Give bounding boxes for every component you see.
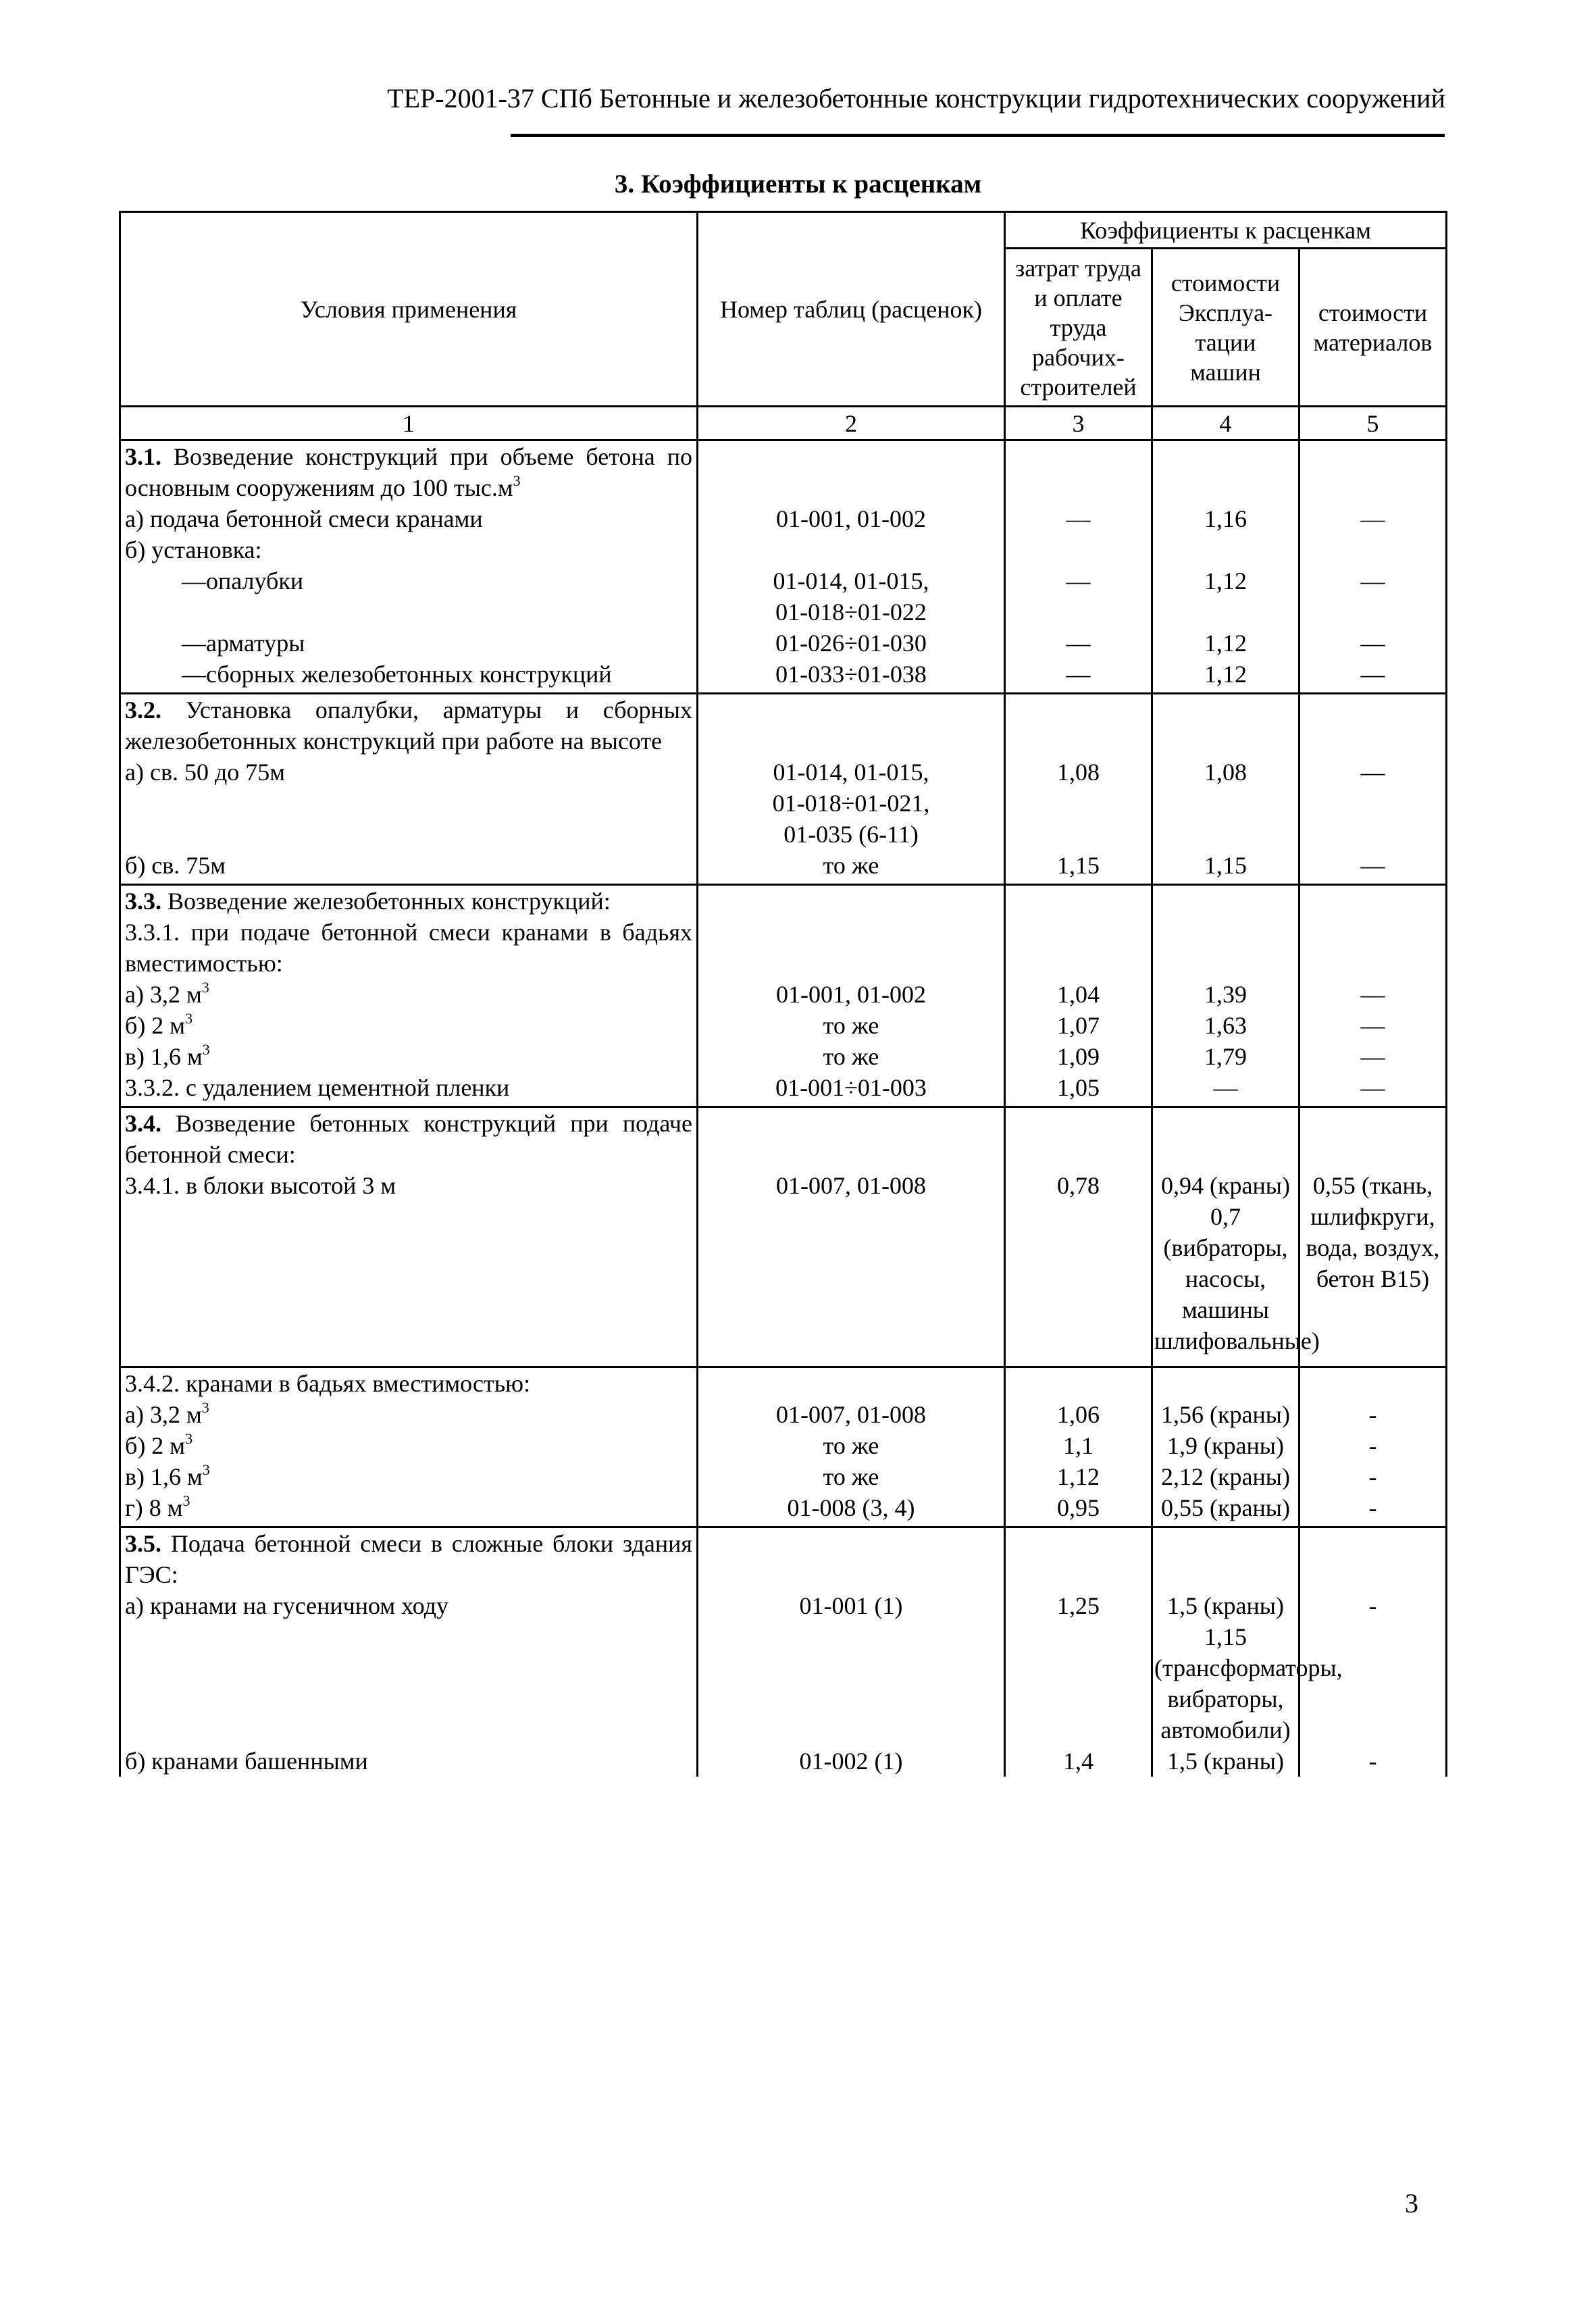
section-title: 3. Коэффициенты к расценкам — [614, 170, 982, 199]
section-3-1-heading: 3.1. Возведение конструкций при объеме бетона по основным сооружениям до 100 $тыс.м^3$ — [120, 440, 698, 504]
header-rule — [511, 134, 1445, 137]
table-row: в) 1,6 $м^3$ то же 1,09 1,79 — — [120, 1041, 1447, 1072]
running-header: ТЕР-2001-37 СПб Бетонные и железобетонные конструкции гидротехнических сооружений — [387, 83, 1445, 113]
table-row: б) установка: — [120, 534, 1447, 565]
col-number-2: 2 — [698, 407, 1005, 440]
section-3-5-heading: 3.5. Подача бетонной смеси в сложные блоки здания ГЭС: — [120, 1527, 698, 1591]
section-3-4-heading: 3.4. Возведение бетонных конструкций при подаче бетонной смеси: — [120, 1107, 698, 1171]
section-3-3-heading: 3.3. Возведение железобетонных конструкций: — [120, 885, 698, 917]
col-header-table-no: Номер таблиц (расценок) — [698, 212, 1005, 407]
table-row: 3.3.1. при подаче бетонной смеси кранами в бадьях вместимостью: — [120, 917, 1447, 979]
table-row: а) 3,2 $м^3$ 01-001, 01-002 1,04 1,39 — — [120, 979, 1447, 1010]
table-row: 3.3.2. с удалением цементной пленки 01-001÷01-003 1,05 — — — [120, 1072, 1447, 1107]
col-number-3: 3 — [1005, 407, 1152, 440]
coefficients-table — [119, 211, 1447, 1777]
table-row: а) подача бетонной смеси кранами 01-001, 01-002 — 1,16 — — [120, 503, 1447, 534]
col-number-4: 4 — [1152, 407, 1299, 440]
section-3-2-heading: 3.2. Установка опалубки, арматуры и сборных железобетонных конструкций при работе на высоте — [120, 694, 698, 757]
page-number: 3 — [1405, 2188, 1418, 2218]
col-header-labor: затрат труда и оплате труда рабочих-строителей — [1005, 249, 1152, 407]
table-row: 3.4.1. в блоки высотой 3 м 01-007, 01-008 0,78 0,94 (краны) 0,7 (вибраторы, насосы, машины шлифовальные) 0,55 (ткань, шлифкруги, вода, воздух, бетон В15) — [120, 1170, 1447, 1367]
table-row: —арматуры 01-026÷01-030 — 1,12 — — [120, 628, 1447, 659]
col-number-1: 1 — [120, 407, 698, 440]
table-row: в) 1,6 $м^3$ то же 1,12 2,12 (краны) - — [120, 1461, 1447, 1492]
table-row: г) 8 $м^3$ 01-008 (3, 4) 0,95 0,55 (краны) - — [120, 1492, 1447, 1527]
table-row: —сборных железобетонных конструкций 01-033÷01-038 — 1,12 — — [120, 659, 1447, 694]
table-row: а) 3,2 $м^3$ 01-007, 01-008 1,06 1,56 (краны) - — [120, 1399, 1447, 1430]
table-row: —опалубки 01-014, 01-015, 01-018÷01-022 — 1,12 — — [120, 565, 1447, 628]
col-header-conditions: Условия применения — [120, 212, 698, 407]
table-row: 3.4.2. кранами в бадьях вместимостью: — [120, 1367, 1447, 1400]
col-header-group: Коэффициенты к расценкам — [1005, 212, 1447, 249]
table-row: б) св. 75м то же 1,15 1,15 — — [120, 850, 1447, 885]
table-row: б) 2 $м^3$ то же 1,1 1,9 (краны) - — [120, 1430, 1447, 1461]
col-number-5: 5 — [1299, 407, 1447, 440]
col-header-materials: стоимости материалов — [1299, 249, 1447, 407]
col-header-machines: стоимости Эксплуа-тации машин — [1152, 249, 1299, 407]
table-row: б) 2 $м^3$ то же 1,07 1,63 — — [120, 1010, 1447, 1041]
table-row: б) кранами башенными 01-002 (1) 1,4 1,5 (краны) - — [120, 1746, 1447, 1777]
table-row: а) кранами на гусеничном ходу 01-001 (1) 1,25 1,5 (краны) 1,15 (трансформаторы, вибраторы, автомобили) - — [120, 1590, 1447, 1746]
table-row: а) св. 50 до 75м 01-014, 01-015, 01-018÷01-021, 01-035 (6-11) 1,08 1,08 — — [120, 757, 1447, 850]
